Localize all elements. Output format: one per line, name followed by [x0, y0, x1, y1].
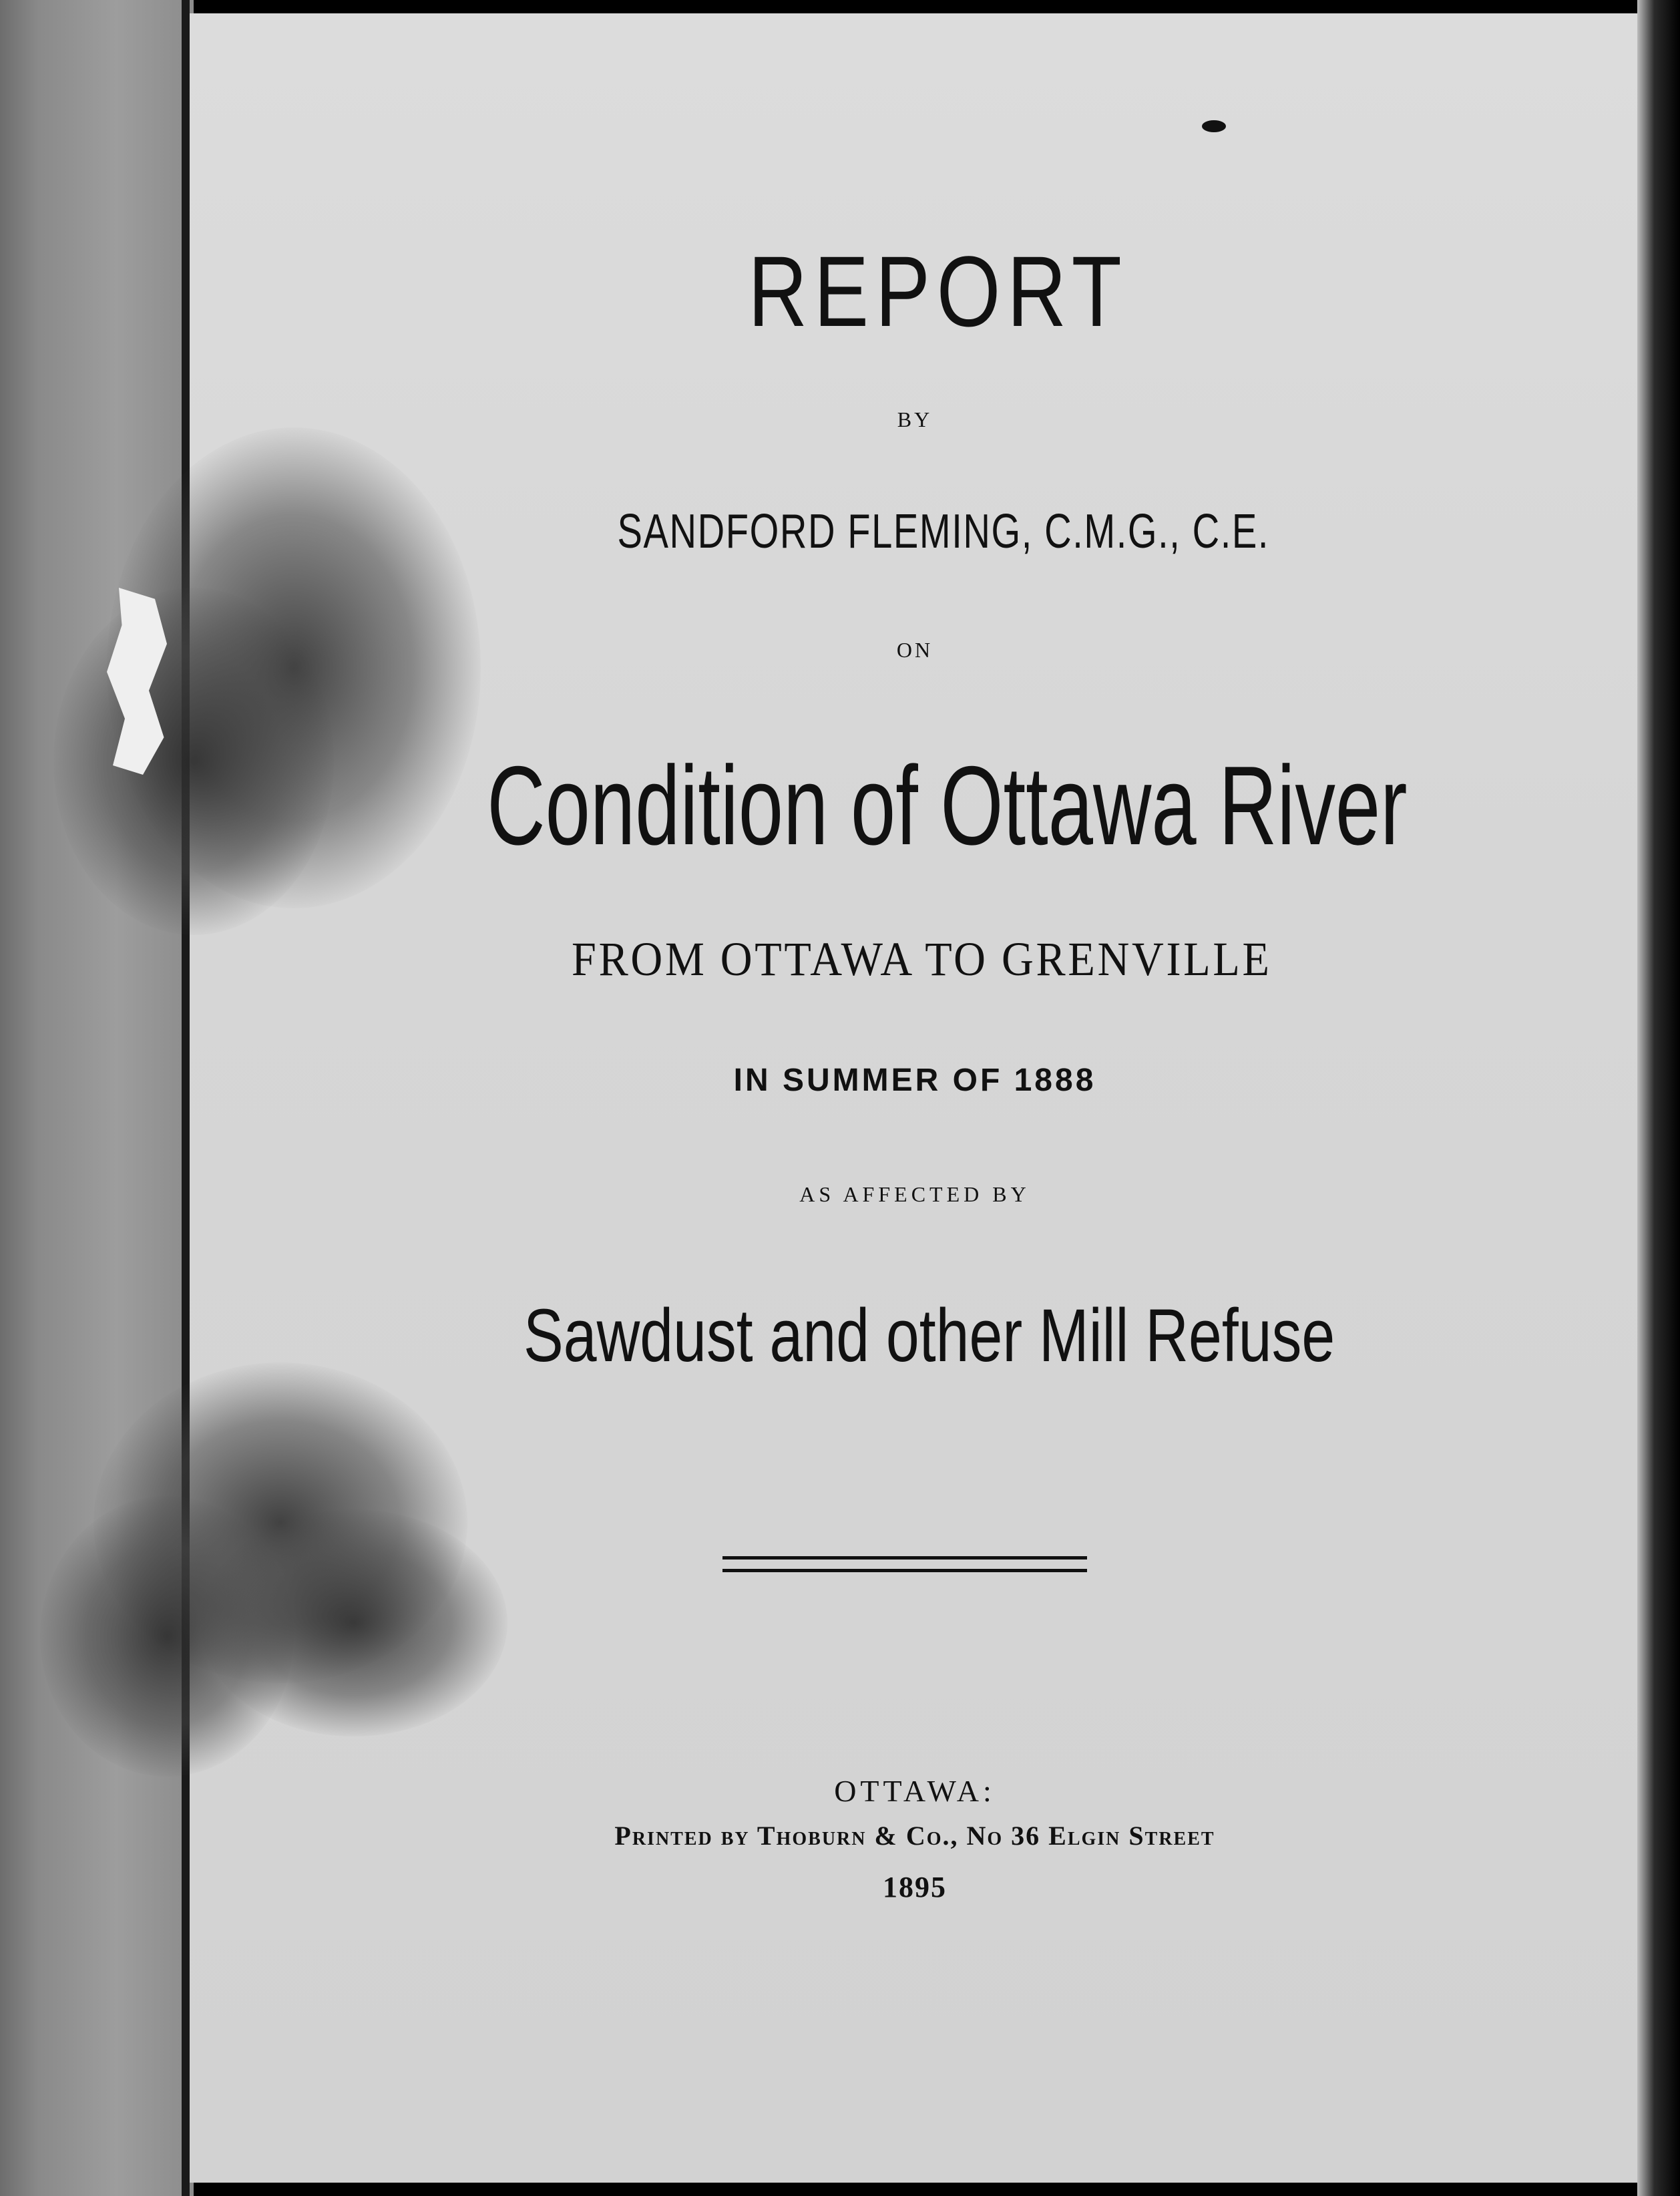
route-line: FROM OTTAWA TO GRENVILLE [572, 932, 1272, 986]
by-line: BY [897, 407, 933, 431]
imprint-printer: Printed by Thoburn & Co., No 36 Elgin Street [614, 1821, 1215, 1851]
subject-line: Sawdust and other Mill Refuse [523, 1294, 1335, 1377]
ink-speck [1202, 120, 1226, 132]
main-title: Condition of Ottawa River [487, 743, 1408, 868]
report-heading: REPORT [748, 235, 1128, 347]
binding-edge [182, 0, 190, 2196]
author-name: SANDFORD FLEMING, C.M.G., C.E. [617, 505, 1270, 558]
on-line: ON [896, 638, 933, 662]
book-spine [0, 0, 194, 2196]
page-right-edge [1637, 0, 1680, 2196]
imprint-place: OTTAWA: [834, 1774, 996, 1808]
water-stain [200, 1509, 507, 1736]
double-rule-divider [722, 1556, 1087, 1572]
affected-by-line: AS AFFECTED BY [799, 1182, 1030, 1206]
imprint-year: 1895 [883, 1871, 947, 1903]
date-line: IN SUMMER OF 1888 [733, 1063, 1096, 1098]
